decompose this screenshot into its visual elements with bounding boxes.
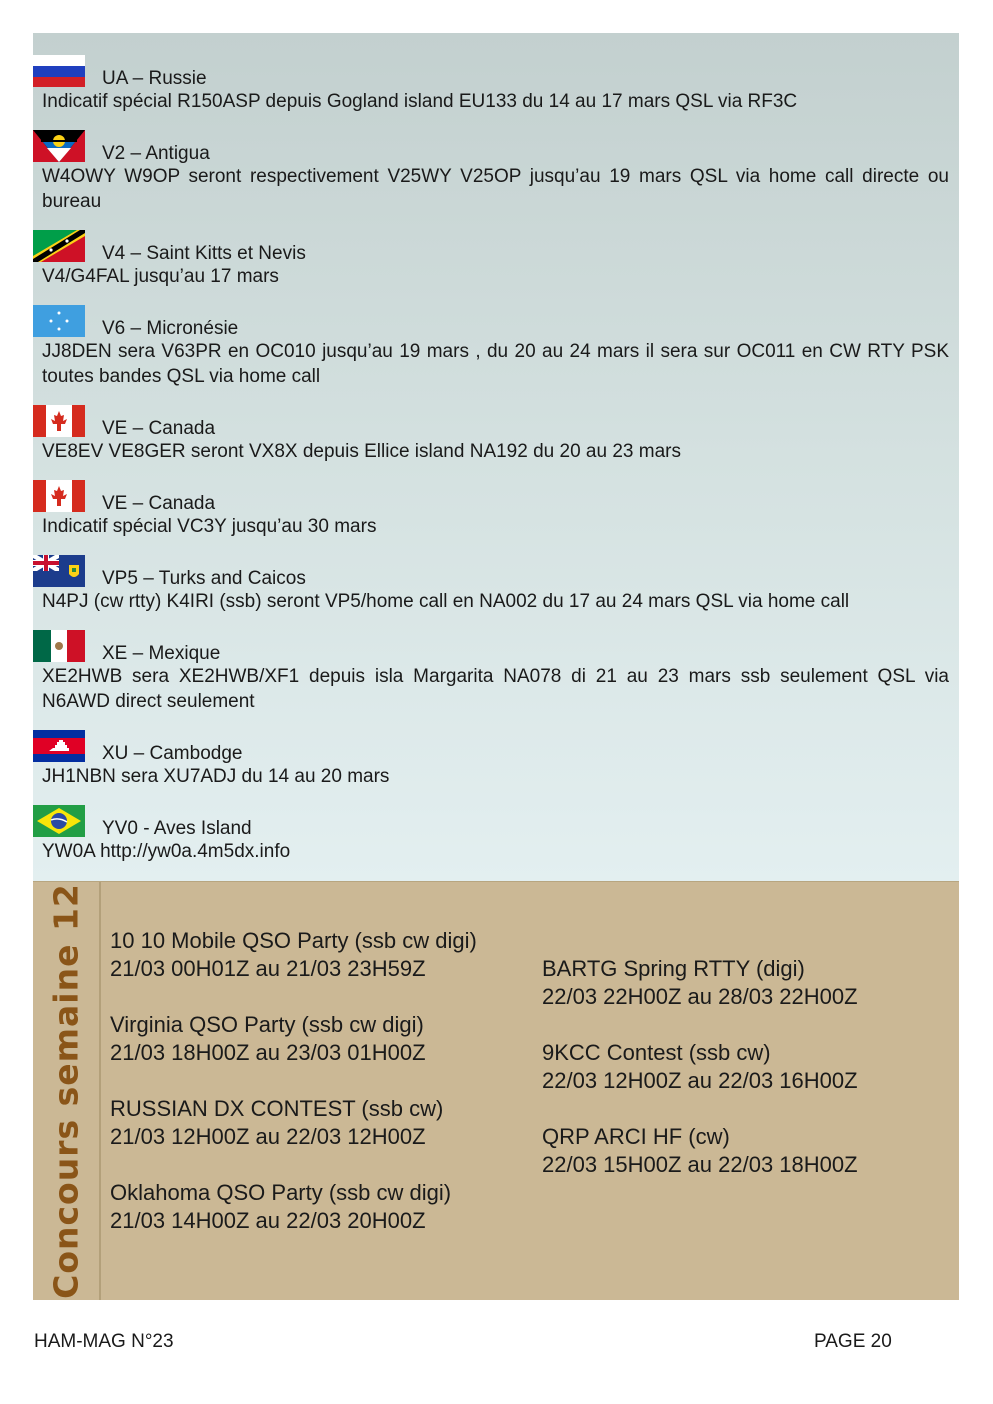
canada-flag-icon (33, 480, 85, 512)
contests-side-strip (33, 882, 101, 1300)
dx-entry-aves-island (33, 805, 959, 864)
dx-entry-body: XE2HWB sera XE2HWB/XF1 depuis isla Margarita NA078 di 21 au 23 mars ssb seulement QSL via N6AWD direct seulement (42, 666, 949, 712)
dx-entry-title: VP5 – Turks and Caicos (102, 568, 306, 589)
dx-entry-body: JH1NBN sera XU7ADJ du 14 au 20 mars (42, 766, 390, 787)
dx-entry-title: VE – Canada (102, 493, 216, 514)
dx-entry-title: XU – Cambodge (102, 743, 243, 764)
contest-item (542, 1039, 858, 1095)
contest-item (110, 1095, 477, 1151)
contest-dates: 22/03 22H00Z au 28/03 22H00Z (542, 984, 858, 1009)
contest-item (542, 1123, 858, 1179)
dx-entry-title: V4 – Saint Kitts et Nevis (102, 243, 306, 264)
mexico-flag-icon (33, 630, 85, 662)
contest-item (110, 1011, 477, 1067)
dx-entry-title: V2 – Antigua (102, 143, 210, 164)
antigua-flag-icon (33, 130, 85, 162)
dx-entry-body: W4OWY W9OP seront respectivement V25WY V25OP jusqu’au 19 mars QSL via home call directe ou bureau (42, 166, 949, 212)
dx-entry-mexico (33, 630, 959, 714)
canada-flag-icon (33, 405, 85, 437)
contests-left-column (110, 927, 477, 1263)
contest-name: 9KCC Contest (ssb cw) (542, 1040, 771, 1065)
contest-name: Virginia QSO Party (ssb cw digi) (110, 1012, 424, 1037)
footer-page-number: PAGE 20 (814, 1331, 892, 1352)
contest-item (542, 955, 858, 1011)
contest-name: Oklahoma QSO Party (ssb cw digi) (110, 1180, 452, 1205)
dx-entry-body: VE8EV VE8GER seront VX8X depuis Ellice island NA192 du 20 au 23 mars (42, 441, 681, 462)
contest-name: RUSSIAN DX CONTEST (ssb cw) (110, 1096, 444, 1121)
dx-entry-canada-1 (33, 405, 959, 464)
brazil-flag-icon (33, 805, 85, 837)
contest-item (110, 1179, 477, 1235)
contest-dates: 21/03 00H01Z au 21/03 23H59Z (110, 956, 426, 981)
dx-entry-saint-kitts (33, 230, 959, 289)
contest-dates: 22/03 15H00Z au 22/03 18H00Z (542, 1152, 858, 1177)
contests-side-label: Concours semaine 12 (46, 883, 86, 1299)
turks-caicos-flag-icon (33, 555, 85, 587)
contest-dates: 21/03 12H00Z au 22/03 12H00Z (110, 1124, 426, 1149)
dx-entry-body: V4/G4FAL jusqu’au 17 mars (42, 266, 279, 287)
dx-entry-title: YV0 - Aves Island (102, 818, 252, 839)
dx-entry-body: N4PJ (cw rtty) K4IRI (ssb) seront VP5/home call en NA002 du 17 au 24 mars QSL via home call (42, 591, 850, 612)
contest-dates: 22/03 12H00Z au 22/03 16H00Z (542, 1068, 858, 1093)
dx-entry-title: UA – Russie (102, 68, 207, 89)
dx-entry-canada-2 (33, 480, 959, 539)
saint-kitts-nevis-flag-icon (33, 230, 85, 262)
contest-name: QRP ARCI HF (cw) (542, 1124, 730, 1149)
dx-entry-russia (33, 55, 959, 114)
dx-entry-body: YW0A http://yw0a.4m5dx.info (42, 841, 291, 862)
dx-entry-body: Indicatif spécial R150ASP depuis Gogland island EU133 du 14 au 17 mars QSL via RF3C (42, 91, 798, 112)
dx-news-panel (33, 33, 959, 881)
dx-entry-antigua (33, 130, 959, 214)
contest-name: BARTG Spring RTTY (digi) (542, 956, 805, 981)
dx-entry-title: XE – Mexique (102, 643, 221, 664)
dx-entry-body: Indicatif spécial VC3Y jusqu’au 30 mars (42, 516, 377, 537)
russia-flag-icon (33, 55, 85, 87)
dx-entry-micronesia (33, 305, 959, 389)
contests-panel (33, 881, 959, 1300)
dx-entry-cambodia (33, 730, 959, 789)
dx-entry-turks-caicos (33, 555, 959, 614)
contest-name: 10 10 Mobile QSO Party (ssb cw digi) (110, 928, 477, 953)
dx-entry-body: JJ8DEN sera V63PR en OC010 jusqu’au 19 mars , du 20 au 24 mars il sera sur OC011 en CW RTY PSK toutes bandes QSL via home call (42, 341, 949, 387)
contests-right-column (542, 955, 858, 1207)
micronesia-flag-icon (33, 305, 85, 337)
contest-item (110, 927, 477, 983)
contest-dates: 21/03 14H00Z au 22/03 20H00Z (110, 1208, 426, 1233)
dx-entry-title: V6 – Micronésie (102, 318, 239, 339)
footer-magazine-issue: HAM-MAG N°23 (34, 1331, 174, 1352)
contest-dates: 21/03 18H00Z au 23/03 01H00Z (110, 1040, 426, 1065)
dx-entry-title: VE – Canada (102, 418, 216, 439)
cambodia-flag-icon (33, 730, 85, 762)
